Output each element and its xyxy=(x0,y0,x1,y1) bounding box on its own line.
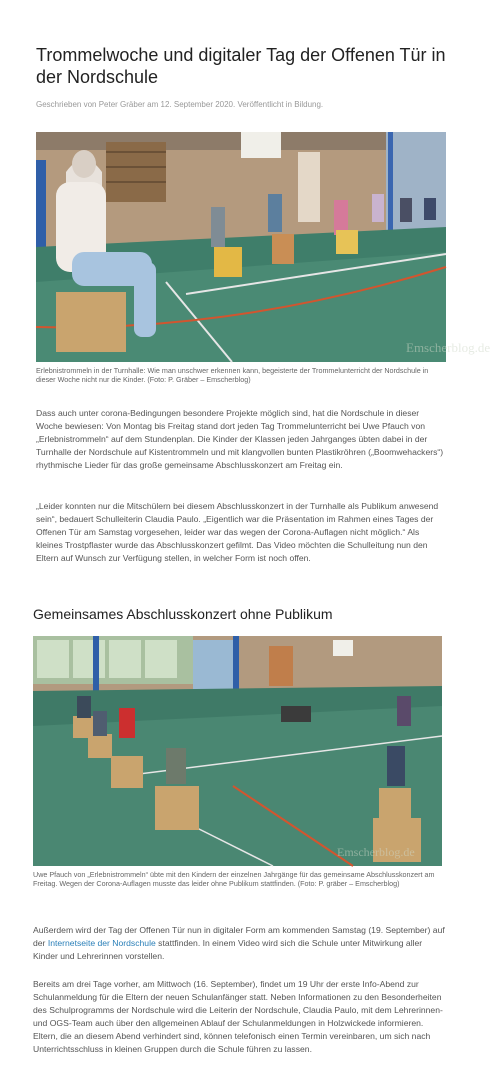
photo-concert-gym xyxy=(33,636,442,866)
paragraph-2: „Leider konnten nur die Mitschülern bei diesem Abschlusskonzert in der Turnhalle als Publikum anwesend sein“, bedauert Schulleiterin Claudia Paulo. „Eigentlich war die Präsentation im Rahmen eines Tages der Offenen Tür am Samstag vorgesehen, leider war das wegen der Corona-Auflagen nicht möglich.“ Als kleines Trostpflaster wurde das Abschlusskonzert gefilmt. Das Video möchten die Schulleitung nun den Eltern auf Wunsch zur Verfügung stellen, in welcher Form ist noch offen. xyxy=(36,501,439,563)
byline-suffix: . xyxy=(320,100,324,109)
paragraph-1: Dass auch unter corona-Bedingungen besondere Projekte möglich sind, hat die Nordschule in dieser Woche bewiesen: Von Montag bis Freitag stand dort jeden Tag Trommelunterricht bei Uwe Pfauch von „Erlebnistrommeln“ auf dem Stundenplan. Die Kinder der Klassen jeden Jahrganges übten dabei in der Turnhalle der Nordschule auf Kistentrommeln und mit klangvollen bunten Plastikröhren („Boomwehackers“) rhythmische Lieder für das große gemeinsame Abschlusskonzert am Freitag ein. xyxy=(36,408,444,470)
photo1-watermark: Emscherblog.de xyxy=(406,340,491,355)
category-link[interactable]: Bildung xyxy=(294,100,321,109)
byline-middle: am 12. September 2020. Veröffentlicht in xyxy=(144,100,295,109)
article-byline xyxy=(36,99,466,110)
photo1-caption: Erlebnistrommeln in der Turnhalle: Wie man unschwer erkennen kann, begeisterte der Trommelunterricht der Nordschule in dieser Woche nicht nur die Kinder. (Foto: P. Gräber – Emscherblog) xyxy=(36,366,429,384)
photo-drumming-gym xyxy=(36,132,491,362)
section-heading: Gemeinsames Abschlusskonzert ohne Publikum xyxy=(33,606,333,622)
byline-prefix: Geschrieben von xyxy=(36,100,99,109)
photo2-watermark: Emscherblog.de xyxy=(337,845,415,859)
author-link[interactable]: Peter Gräber xyxy=(98,100,145,109)
article-title: Trommelwoche und digitaler Tag der Offenen Tür in der Nordschule xyxy=(36,45,446,87)
paragraph-3 xyxy=(33,924,447,963)
paragraph-3-before: Außerdem wird der Tag der Offenen Tür nun in digitaler Form am kommenden Samstag (19. September) auf der xyxy=(33,925,445,948)
paragraph-3-after: stattfinden. In einem Video wird sich die Schule unter Mitwirkung aller Kinder und Lehrerinnen vorstellen. xyxy=(33,938,423,961)
photo2-caption: Uwe Pfauch von „Erlebnistrommeln“ übte mit den Kindern der einzelnen Jahrgänge für das gemeinsame Abschlusskonzert am Freitag. Wegen der Corona-Auflagen musste das leider ohne Publikum stattfinden. (Foto: P. gräber – Emscherblog) xyxy=(33,870,435,888)
paragraph-4: Bereits am drei Tage vorher, am Mittwoch (16. September), findet um 19 Uhr der erste Info-Abend zur Schulanmeldung für die Eltern der neuen Schulanfänger statt. Neben Informationen zu den Besonderheiten des Schulprogramms der Nordschule wird die Leiterin der Nordschule, Claudia Paulo, mit dem Lehrerinnen- und OGS-Team auch über den allgemeinen Ablauf der Schulanmeldungen in Holzwickede informieren. Eltern, die an diesem Abend verhindert sind, können telefonisch einen Termin vereinbaren, um sich nach Unterrichtsschluss in kleinen Gruppen durch die Schule führen zu lassen. xyxy=(33,979,443,1054)
school-website-link[interactable]: Internetseite der Nordschule xyxy=(47,938,156,948)
